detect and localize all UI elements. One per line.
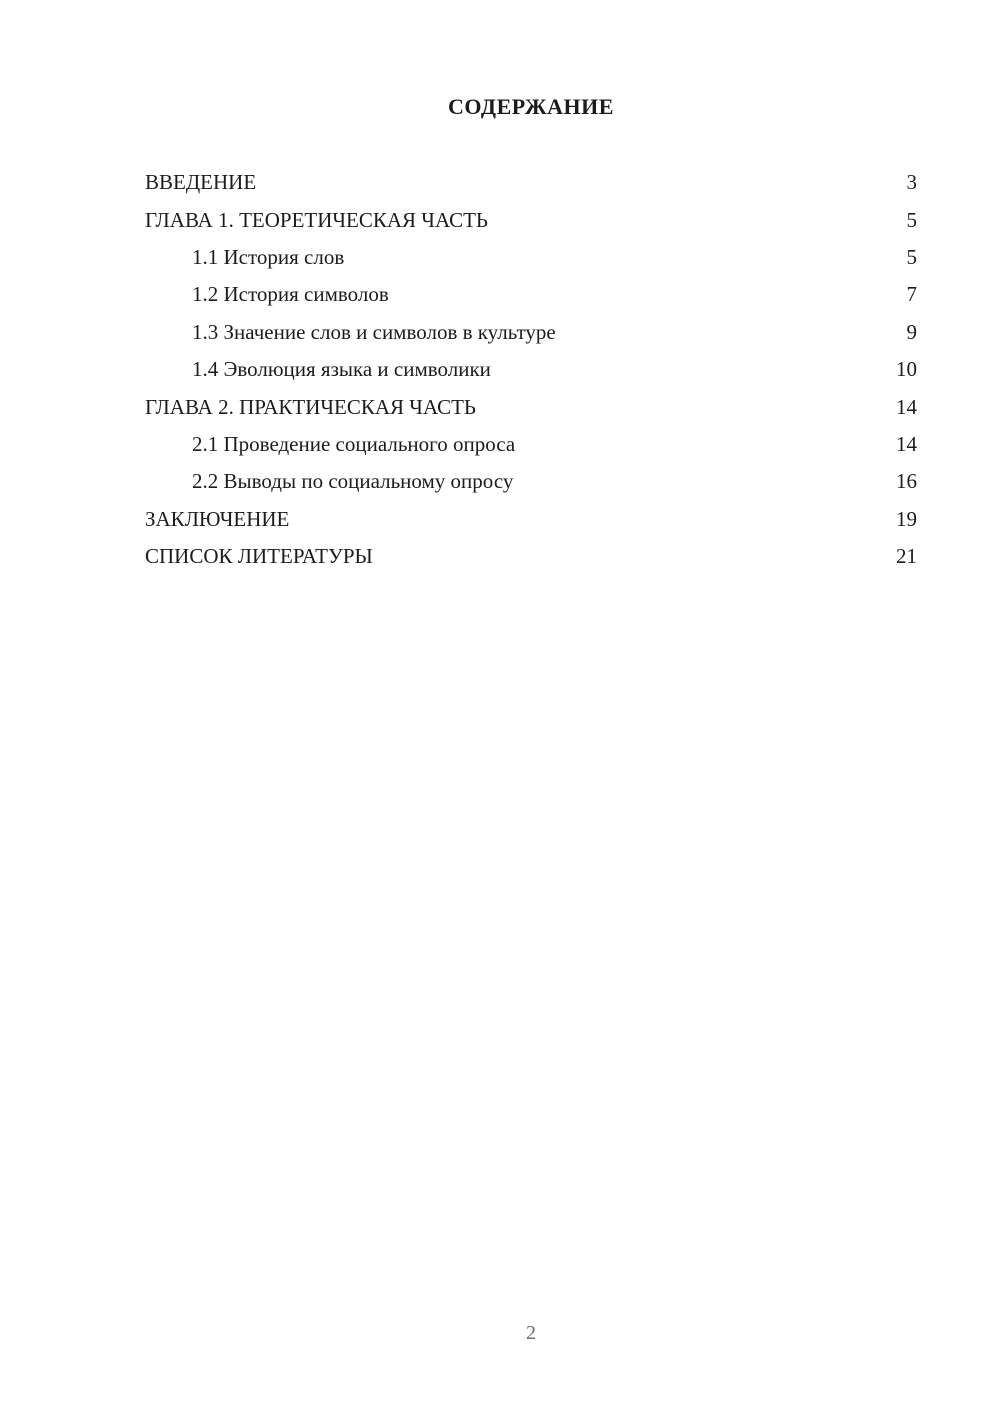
toc-entry [145, 463, 917, 500]
toc-entry-label: ЗАКЛЮЧЕНИЕ [145, 506, 290, 531]
toc-entry-page: 5 [906, 244, 917, 269]
toc-entry-page: 10 [896, 357, 917, 382]
toc-entry-label: СПИСОК ЛИТЕРАТУРЫ [145, 544, 373, 569]
toc-entry-page: 14 [896, 394, 917, 419]
page-number: 2 [526, 1322, 536, 1344]
toc-entry-page: 19 [896, 506, 917, 531]
toc-entry [145, 538, 917, 575]
toc-entry-page: 16 [896, 469, 917, 494]
toc-entry-page: 3 [906, 170, 917, 195]
toc-entry-page: 14 [896, 431, 917, 456]
toc-entry-label: ВВЕДЕНИЕ [145, 170, 257, 195]
toc-entry-page: 5 [906, 207, 917, 232]
toc-entry-page: 7 [906, 282, 917, 307]
toc-entry [145, 201, 917, 238]
toc-entry-page: 9 [906, 319, 917, 344]
toc-entry-label: 1.3 Значение слов и символов в культуре [192, 319, 556, 344]
toc-entry-label: 2.2 Выводы по социальному опросу [192, 469, 514, 494]
toc-entry-label: ГЛАВА 1. ТЕОРЕТИЧЕСКАЯ ЧАСТЬ [145, 207, 488, 232]
toc-entry [145, 388, 917, 425]
toc-entry [145, 314, 917, 351]
toc-entry [145, 426, 917, 463]
toc-title: СОДЕРЖАНИЕ [448, 94, 614, 119]
toc-entry [145, 351, 917, 388]
toc-entry-label: ГЛАВА 2. ПРАКТИЧЕСКАЯ ЧАСТЬ [145, 394, 476, 419]
toc-entry [145, 501, 917, 538]
toc-entry [145, 239, 917, 276]
toc-entry-label: 1.1 История слов [192, 244, 345, 269]
toc-entry-label: 1.2 История символов [192, 282, 389, 307]
toc-section [145, 0, 917, 575]
toc-entry-page: 21 [896, 544, 917, 569]
toc-entry [145, 276, 917, 313]
toc-entry-label: 2.1 Проведение социального опроса [192, 431, 516, 456]
toc-list [145, 164, 917, 575]
toc-entry-label: 1.4 Эволюция языка и символики [192, 357, 491, 382]
toc-entry [145, 164, 917, 201]
